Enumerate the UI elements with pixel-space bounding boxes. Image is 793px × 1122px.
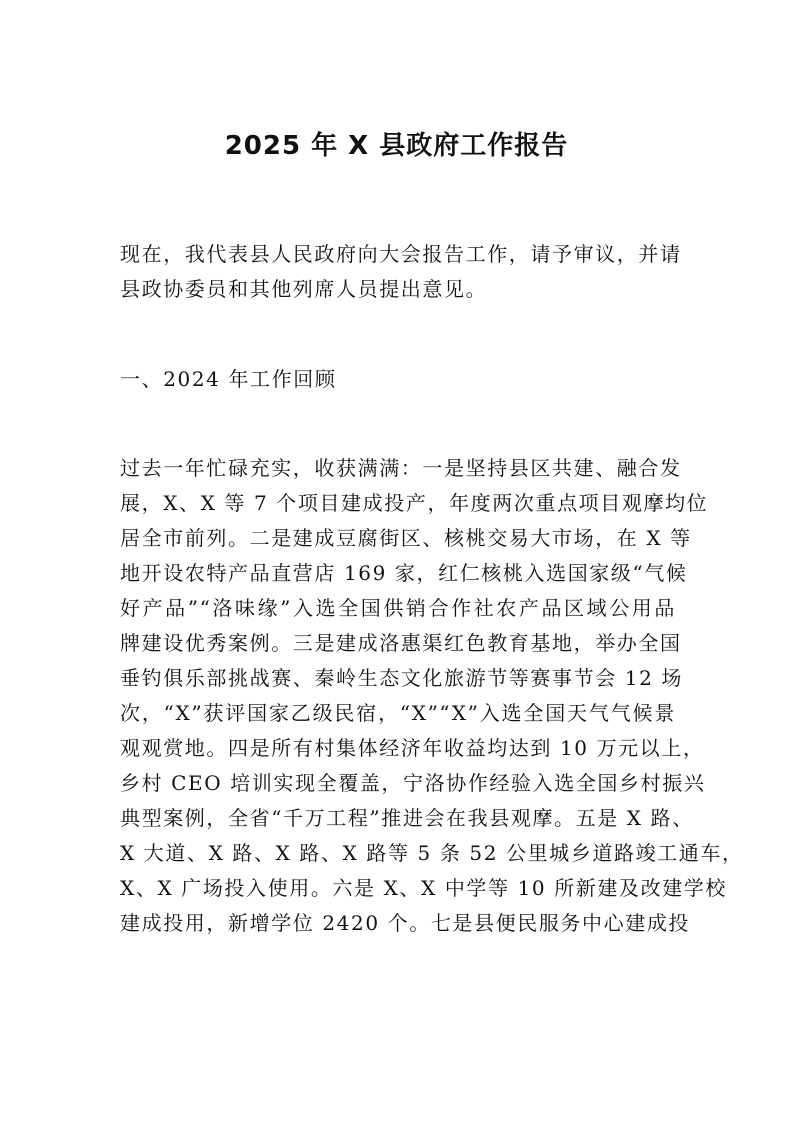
review-line: 垂钓俱乐部挑战赛、秦岭生态文化旅游节等赛事节会 12 场: [120, 666, 683, 690]
review-line: 地开设农特产品直营店 169 家，红仁核桃入选国家级“气候: [120, 561, 688, 585]
review-line: 观观赏地。四是所有村集体经济年收益均达到 10 万元以上，: [120, 736, 705, 760]
review-line: 次，“X”获评国家乙级民宿，“X”“X”入选全国天气气候景: [120, 701, 676, 725]
intro-line: 现在，我代表县人民政府向大会报告工作，请予审议，并请: [120, 242, 682, 266]
section-heading: [120, 362, 676, 397]
review-line: 展，X、X 等 7 个项目建成投产，年度两次重点项目观摩均位: [120, 491, 709, 515]
review-line: 居全市前列。二是建成豆腐街区、核桃交易大市场，在 X 等: [120, 526, 692, 550]
document-title: 2025 年 X 县政府工作报告: [224, 131, 569, 161]
review-line: 乡村 CEO 培训实现全覆盖，宁洛协作经验入选全国乡村振兴: [120, 771, 706, 795]
review-line: 建成投用，新增学位 2420 个。七是县便民服务中心建成投: [120, 911, 691, 935]
intro-line: 县政协委员和其他列席人员提出意见。: [120, 277, 488, 301]
review-line: 好产品”“洛味缘”入选全国供销合作社农产品区域公用品: [120, 596, 676, 620]
review-paragraph: [120, 451, 744, 941]
review-line: X 大道、X 路、X 路、X 路等 5 条 52 公里城乡道路竣工通车，: [120, 841, 744, 865]
intro-paragraph: [120, 237, 682, 307]
review-line: X、X 广场投入使用。六是 X、X 中学等 10 所新建及改建学校: [120, 876, 727, 900]
review-line: 牌建设优秀案例。三是建成洛惠渠红色教育基地，举办全国: [120, 631, 682, 655]
review-line: 典型案例，全省“千万工程”推进会在我县观摩。五是 X 路、: [120, 806, 694, 830]
section-heading-text: 一、2024 年工作回顾: [120, 367, 337, 391]
review-line: 过去一年忙碌充实，收获满满：一是坚持县区共建、融合发: [120, 456, 682, 480]
